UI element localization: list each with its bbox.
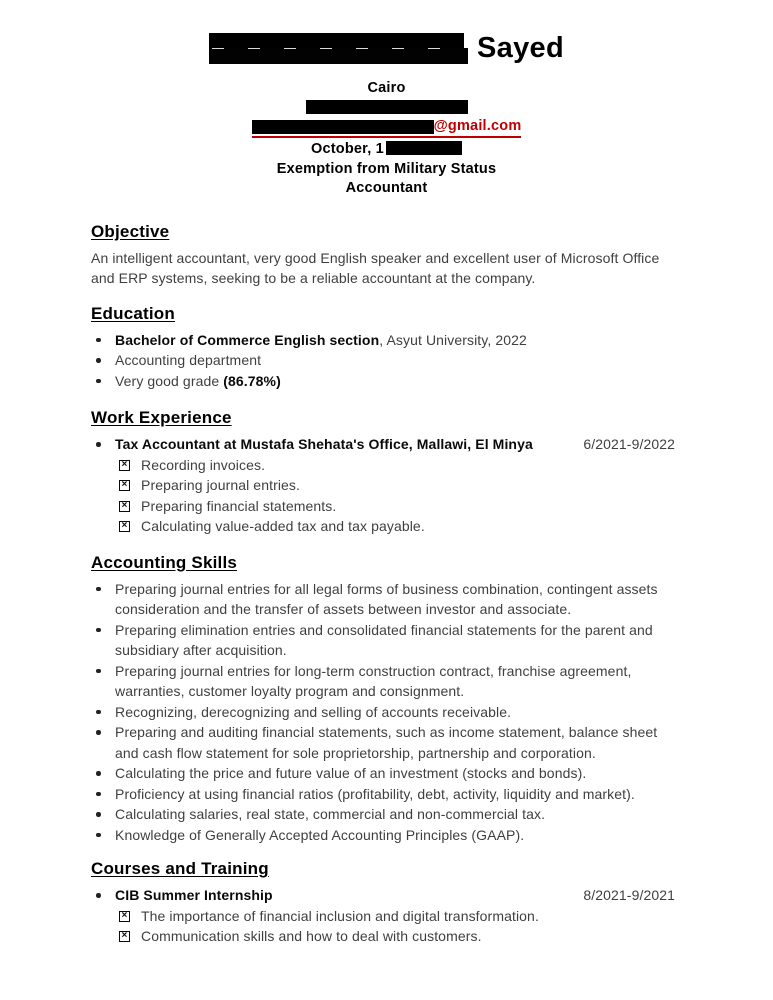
bullet-dot-icon — [96, 442, 101, 447]
degree-rest-text: , Asyut University, 2022 — [379, 331, 527, 348]
section-courses-training — [91, 858, 683, 947]
email-link[interactable]: @gmail.com — [433, 118, 522, 134]
military-status-line: Exemption from Military Status — [276, 160, 497, 177]
course-entry — [91, 885, 683, 906]
section-heading-courses-training: Courses and Training — [91, 859, 269, 878]
boxed-x-bullet-icon — [119, 480, 130, 491]
grade-text: Very good grade — [115, 372, 224, 389]
grade-bold-text: (86.78%) — [223, 372, 281, 389]
boxed-x-bullet-icon — [119, 501, 130, 512]
list-item — [91, 702, 683, 723]
list-item — [91, 784, 683, 805]
work-task-list — [91, 455, 683, 537]
bullet-dot-icon — [96, 833, 101, 838]
list-item — [91, 579, 683, 620]
list-item — [91, 330, 683, 351]
list-item — [91, 371, 683, 392]
skill-item: Recognizing, derecognizing and selling of accounts receivable. — [115, 703, 512, 720]
bullet-dot-icon — [96, 628, 101, 633]
work-task: Preparing financial statements. — [141, 497, 337, 514]
list-item — [91, 350, 683, 371]
redaction-bar — [209, 48, 468, 64]
education-grade — [115, 371, 281, 392]
bullet-dot-icon — [96, 771, 101, 776]
bullet-dot-icon — [96, 669, 101, 674]
redaction-bar-name — [209, 33, 468, 64]
bullet-dot-icon — [96, 379, 101, 384]
list-item — [91, 455, 683, 476]
skill-item: Preparing journal entries for all legal forms of business combination, contingent assets consideration and the transfer of assets between investor and associate. — [115, 580, 658, 617]
email-underline — [252, 118, 522, 138]
candidate-name: Sayed — [477, 32, 564, 64]
section-heading-work-experience: Work Experience — [91, 408, 232, 427]
course-entry-title: CIB Summer Internship — [115, 887, 273, 903]
course-entry-dates: 8/2021-9/2021 — [583, 887, 675, 903]
redaction-bar-birthdate — [386, 141, 462, 155]
redaction-seam — [212, 48, 462, 49]
boxed-x-bullet-icon — [119, 911, 130, 922]
list-item — [91, 926, 683, 947]
redaction-bar-email — [252, 120, 434, 134]
work-task: Calculating value-added tax and tax payable. — [141, 518, 425, 534]
phone-line — [0, 99, 773, 119]
section-education — [91, 303, 683, 392]
bullet-dot-icon — [96, 338, 101, 343]
work-entry-list — [91, 434, 683, 455]
list-item — [91, 763, 683, 784]
bullet-dot-icon — [96, 812, 101, 817]
list-item — [91, 661, 683, 702]
bullet-dot-icon — [96, 587, 101, 592]
bullet-dot-icon — [96, 792, 101, 797]
course-task: The importance of financial inclusion and digital transformation. — [141, 907, 539, 924]
skill-item: Preparing elimination entries and consolidated financial statements for the parent and subsidiary after acquisition. — [115, 621, 653, 658]
section-work-experience — [91, 407, 683, 537]
work-entry-title: Tax Accountant at Mustafa Shehata's Office, Mallawi, El Minya — [115, 436, 533, 452]
section-heading-objective: Objective — [91, 221, 170, 241]
education-list — [91, 330, 683, 392]
work-task: Preparing journal entries. — [141, 477, 301, 493]
list-item — [91, 496, 683, 517]
work-entry — [91, 434, 683, 455]
education-degree — [115, 330, 527, 351]
boxed-x-bullet-icon — [119, 521, 130, 532]
bullet-dot-icon — [96, 730, 101, 735]
resume-header — [0, 0, 773, 199]
work-task: Recording invoices. — [141, 456, 266, 473]
skills-list — [91, 579, 683, 846]
skill-item: Calculating the price and future value of an investment (stocks and bonds). — [115, 765, 587, 781]
birthdate-line — [0, 140, 773, 160]
bullet-dot-icon — [96, 893, 101, 898]
list-item — [91, 722, 683, 763]
course-task-list — [91, 906, 683, 947]
bullet-dot-icon — [96, 710, 101, 715]
skill-item: Preparing journal entries for long-term construction contract, franchise agreement, warranties, customer loyalty program and consignment. — [115, 662, 632, 699]
course-entry-list — [91, 885, 683, 906]
bullet-dot-icon — [96, 358, 101, 363]
work-entry-dates: 6/2021-9/2022 — [583, 436, 675, 452]
job-title-line: Accountant — [345, 180, 428, 196]
list-item — [91, 825, 683, 846]
resume-body — [91, 221, 683, 947]
location-line: Cairo — [367, 80, 406, 96]
boxed-x-bullet-icon — [119, 931, 130, 942]
name-row — [0, 29, 773, 67]
skill-item: Proficiency at using financial ratios (profitability, debt, activity, liquidity and market). — [115, 785, 635, 802]
skill-item: Knowledge of Generally Accepted Accounting Principles (GAAP). — [115, 826, 525, 843]
degree-bold-text: Bachelor of Commerce English section — [115, 331, 380, 348]
section-heading-education: Education — [91, 303, 175, 323]
section-accounting-skills — [91, 552, 683, 846]
education-department: Accounting department — [115, 352, 262, 368]
birthdate-text: October, 1 — [311, 141, 384, 157]
email-line — [0, 118, 773, 140]
list-item — [91, 906, 683, 927]
redaction-bar-phone — [306, 100, 468, 114]
section-objective — [91, 221, 683, 289]
course-task: Communication skills and how to deal with customers. — [141, 928, 482, 944]
list-item — [91, 804, 683, 825]
section-heading-accounting-skills: Accounting Skills — [91, 552, 238, 572]
list-item — [91, 620, 683, 661]
skill-item: Calculating salaries, real state, commercial and non-commercial tax. — [115, 806, 546, 822]
boxed-x-bullet-icon — [119, 460, 130, 471]
skill-item: Preparing and auditing financial statements, such as income statement, balance sheet and cash flow statement for sole proprietorship, partnership and corporation. — [115, 724, 658, 761]
list-item — [91, 475, 683, 496]
objective-text: An intelligent accountant, very good English speaker and excellent user of Microsoft Office and ERP systems, seeking to be a reliable accountant at the company. — [91, 249, 660, 286]
list-item — [91, 516, 683, 537]
